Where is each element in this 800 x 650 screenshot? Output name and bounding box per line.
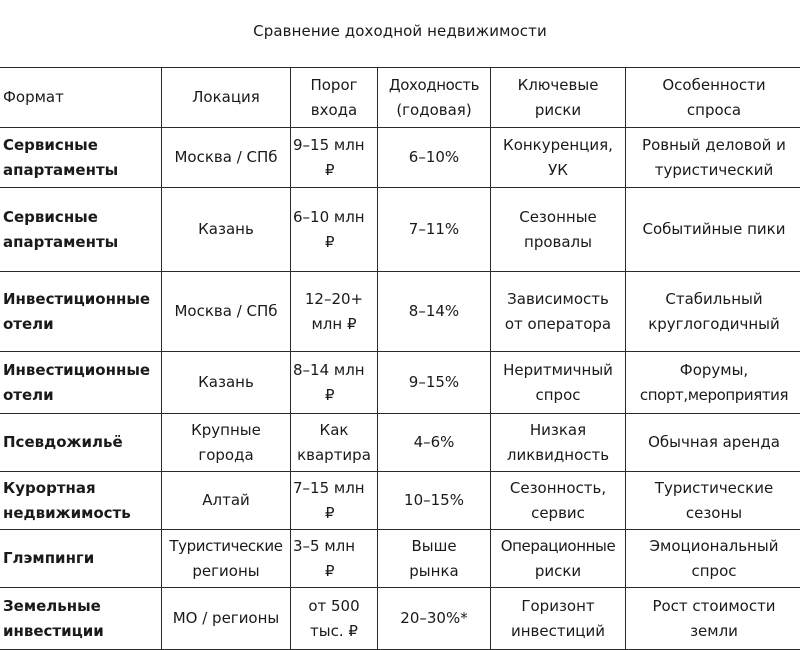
table-row (0, 588, 800, 650)
cell-location: Казань (162, 188, 291, 272)
cell-yield: 8–14% (378, 272, 491, 352)
cell-risks: Сезонные провалы (491, 188, 626, 272)
table-row (0, 472, 800, 530)
table-row (0, 188, 800, 272)
cell-yield: 6–10% (378, 128, 491, 188)
column-header-location: Локация (162, 68, 291, 128)
column-header-yield: Доходность (годовая) (378, 68, 491, 128)
cell-yield: Выше рынка (378, 530, 491, 588)
cell-format: Инвестиционные отели (0, 352, 162, 414)
table-row (0, 352, 800, 414)
cell-threshold: 12–20+ млн ₽ (291, 272, 378, 352)
cell-format: Курортная недвижимость (0, 472, 162, 530)
cell-format: Инвестиционные отели (0, 272, 162, 352)
cell-location: Крупные города (162, 414, 291, 472)
cell-location: Москва / СПб (162, 128, 291, 188)
table-row (0, 128, 800, 188)
cell-threshold: 8–14 млн ₽ (291, 352, 378, 414)
page-title: Сравнение доходной недвижимости (253, 22, 547, 40)
table-row (0, 530, 800, 588)
cell-threshold: Как квартира (291, 414, 378, 472)
cell-demand: Стабильный круглогодичный (626, 272, 800, 352)
cell-risks: Операционные риски (491, 530, 626, 588)
cell-risks: Сезонность, сервис (491, 472, 626, 530)
cell-threshold: 3–5 млн ₽ (291, 530, 378, 588)
cell-yield: 10–15% (378, 472, 491, 530)
column-header-threshold: Порог входа (291, 68, 378, 128)
table-header-row (0, 68, 800, 128)
column-header-format: Формат (0, 68, 162, 128)
cell-yield: 20–30%* (378, 588, 491, 650)
cell-demand: Ровный деловой и туристический (626, 128, 800, 188)
cell-format: Глэмпинги (0, 530, 162, 588)
cell-format: Сервисные апартаменты (0, 188, 162, 272)
cell-risks: Горизонт инвестиций (491, 588, 626, 650)
cell-risks: Неритмичный спрос (491, 352, 626, 414)
cell-threshold: от 500 тыс. ₽ (291, 588, 378, 650)
cell-location: Туристические регионы (162, 530, 291, 588)
cell-location: Казань (162, 352, 291, 414)
cell-location: Москва / СПб (162, 272, 291, 352)
cell-threshold: 6–10 млн ₽ (291, 188, 378, 272)
cell-risks: Низкая ликвидность (491, 414, 626, 472)
cell-risks: Зависимость от оператора (491, 272, 626, 352)
cell-location: МО / регионы (162, 588, 291, 650)
cell-threshold: 9–15 млн ₽ (291, 128, 378, 188)
table-row (0, 272, 800, 352)
comparison-table (0, 67, 800, 650)
column-header-risks: Ключевые риски (491, 68, 626, 128)
cell-threshold: 7–15 млн ₽ (291, 472, 378, 530)
cell-format: Псевдожильё (0, 414, 162, 472)
column-header-demand: Особенности спроса (626, 68, 800, 128)
table-row (0, 414, 800, 472)
cell-yield: 9–15% (378, 352, 491, 414)
cell-demand: Форумы, спорт,мероприятия (626, 352, 800, 414)
cell-risks: Конкуренция, УК (491, 128, 626, 188)
cell-demand: Рост стоимости земли (626, 588, 800, 650)
cell-demand: Обычная аренда (626, 414, 800, 472)
cell-demand: Туристические сезоны (626, 472, 800, 530)
cell-yield: 4–6% (378, 414, 491, 472)
cell-yield: 7–11% (378, 188, 491, 272)
cell-format: Земельные инвестиции (0, 588, 162, 650)
cell-demand: Эмоциональный спрос (626, 530, 800, 588)
cell-demand: Событийные пики (626, 188, 800, 272)
cell-location: Алтай (162, 472, 291, 530)
cell-format: Сервисные апартаменты (0, 128, 162, 188)
